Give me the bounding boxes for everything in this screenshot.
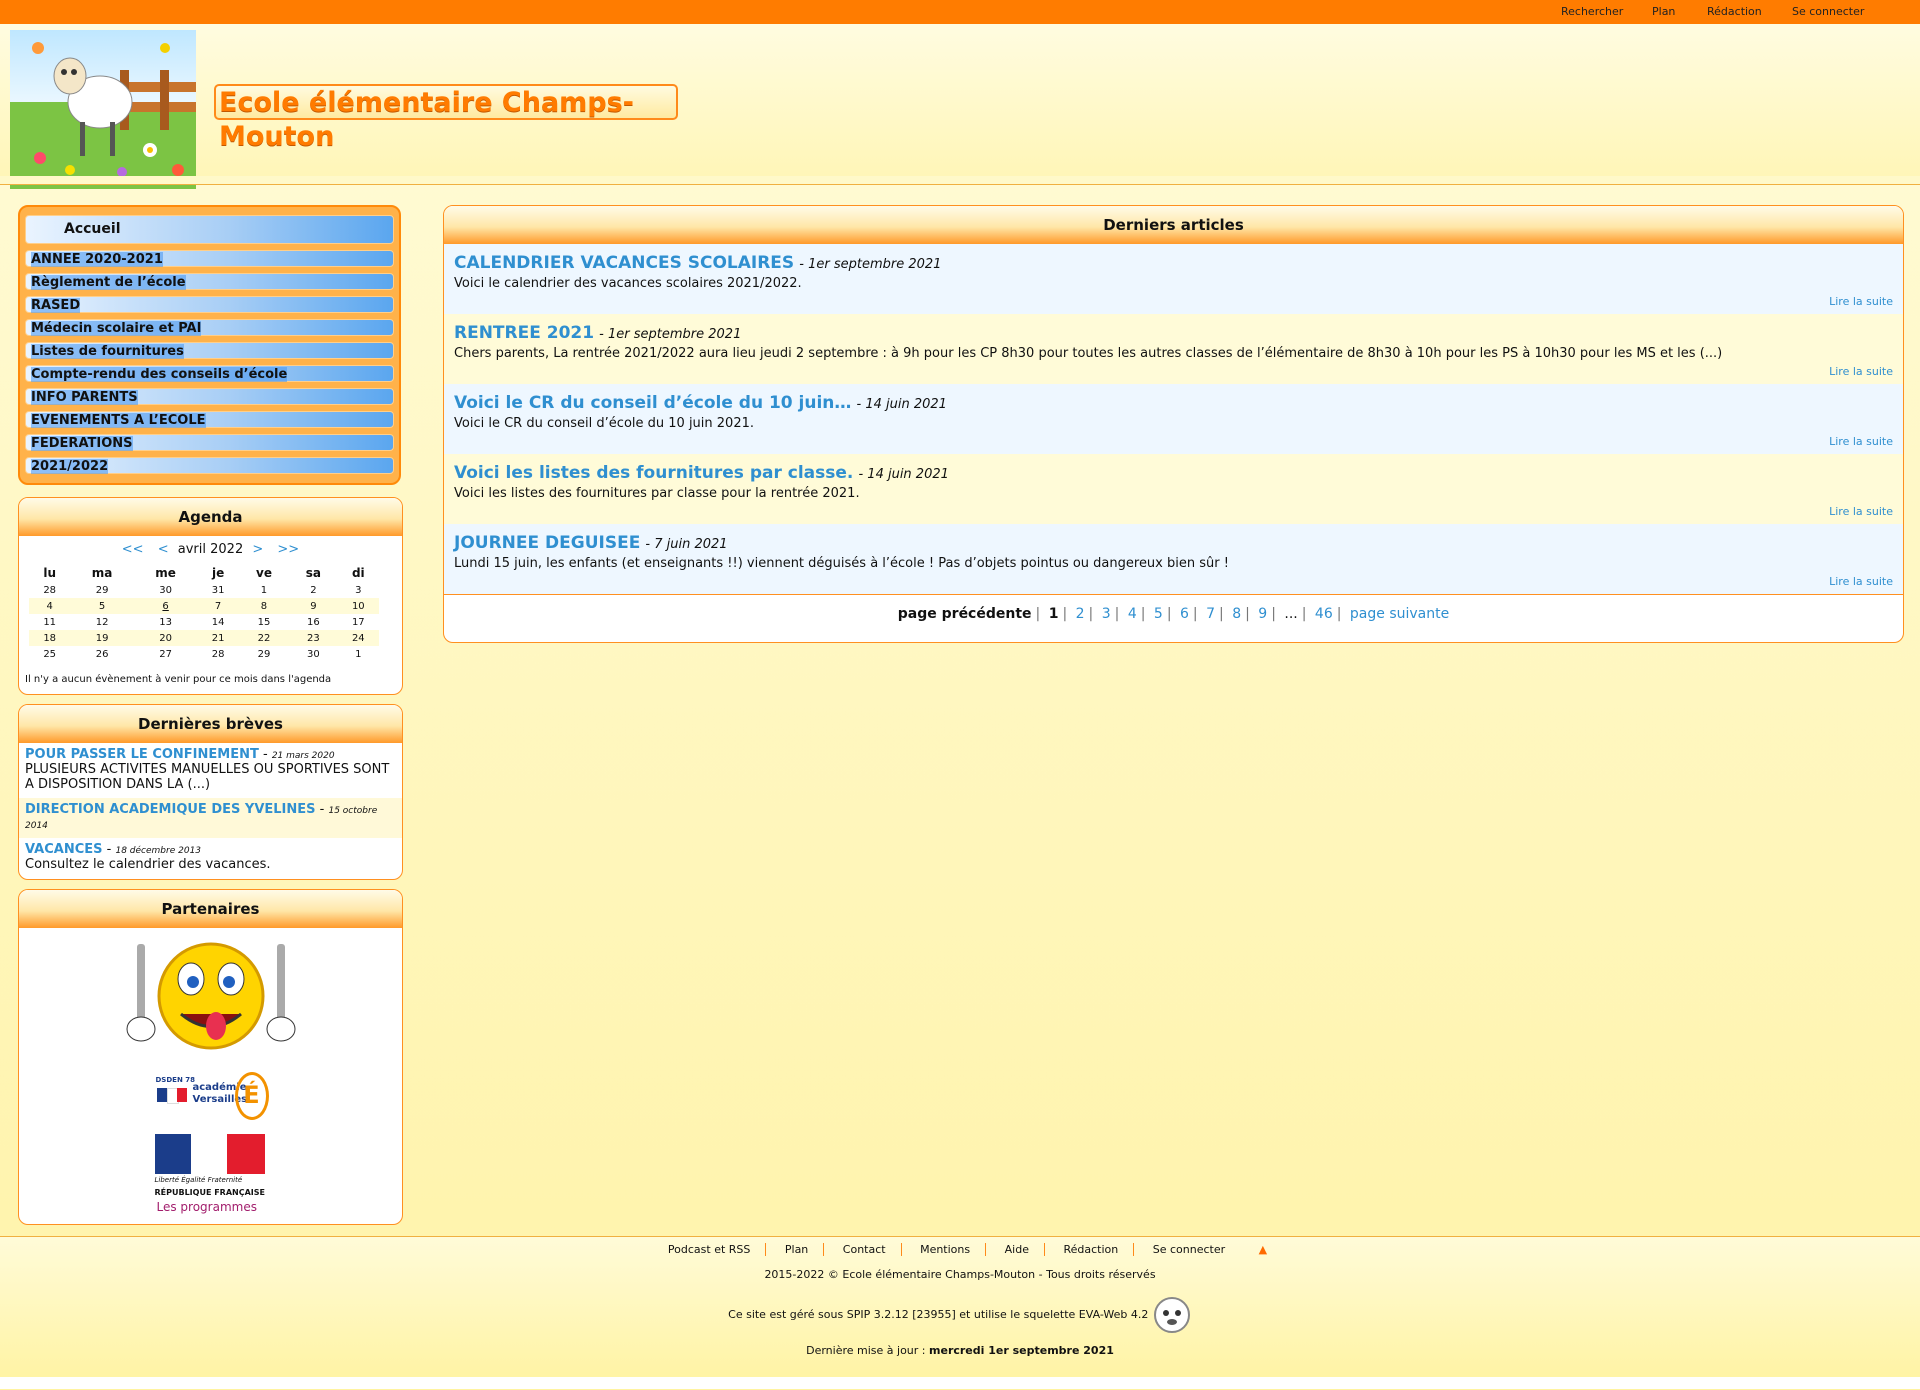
site-title[interactable]: Ecole élémentaire Champs-Mouton xyxy=(214,84,678,120)
pagination-page[interactable]: 3 xyxy=(1101,606,1111,622)
powered-text: Ce site est géré sous xyxy=(728,1308,844,1321)
calendar-day: 29 xyxy=(95,584,109,596)
republique-name: RÉPUBLIQUE FRANÇAISE xyxy=(154,1188,265,1197)
article-date-value: 7 juin 2021 xyxy=(654,537,728,552)
calendar-day: 11 xyxy=(43,616,57,628)
calendar-day: 16 xyxy=(307,616,320,628)
breve-text: Consultez le calendrier des vacances. xyxy=(25,857,271,872)
eva-link[interactable]: EVA-Web 4.2 xyxy=(1078,1308,1149,1321)
programmes-label: Les programmes xyxy=(156,1200,257,1214)
calendar-day: 4 xyxy=(29,598,70,614)
article-excerpt: Voici les listes des fournitures par classe pour la rentrée 2021. xyxy=(454,486,860,501)
republique-francaise-programmes-logo[interactable] xyxy=(153,1132,269,1216)
article-excerpt: Voici le CR du conseil d’école du 10 juin 2021. xyxy=(454,416,754,431)
calendar-day: 27 xyxy=(159,648,172,660)
menu-item-label: INFO PARENTS xyxy=(31,390,138,405)
menu-item-info-parents[interactable] xyxy=(25,388,394,405)
menu-item-label: ANNEE 2020-2021 xyxy=(31,252,163,267)
weekday-header: je xyxy=(211,565,225,580)
back-to-top-icon[interactable]: ▲ xyxy=(1258,1243,1268,1256)
footer-link-mentions[interactable]: Mentions xyxy=(920,1243,971,1256)
article-date: - 14 juin 2021 xyxy=(858,467,949,482)
article-date-value: 1er septembre 2021 xyxy=(808,257,942,272)
calendar-day: 26 xyxy=(95,648,109,660)
weekday-header: ma xyxy=(91,565,113,580)
article-date-value: 14 juin 2021 xyxy=(865,397,947,412)
pagination-page[interactable]: 2 xyxy=(1075,606,1085,622)
menu-item-label: Compte-rendu des conseils d’école xyxy=(31,367,288,382)
bottom-strip xyxy=(0,1377,1920,1389)
pagination-current: 1 xyxy=(1048,606,1059,622)
pagination-page[interactable]: 5 xyxy=(1153,606,1163,622)
menu-item-evenements[interactable] xyxy=(25,411,394,428)
pagination-next[interactable]: page suivante xyxy=(1349,606,1450,622)
list-item: POUR PASSER LE CONFINEMENT - 21 mars 2020 PLUSIEURS ACTIVITES MANUELLES OU SPORTIVES SONT A DISPOSITION DANS LA (...) xyxy=(19,743,402,798)
updated-date: mercredi 1er septembre 2021 xyxy=(929,1344,1114,1357)
partners-box xyxy=(18,889,403,1225)
calendar-day: 30 xyxy=(159,584,172,596)
breve-title-link[interactable]: DIRECTION ACADEMIQUE DES YVELINES xyxy=(25,802,316,817)
footer-link-aide[interactable]: Aide xyxy=(1004,1243,1029,1256)
topbar-redaction-link[interactable]: Rédaction xyxy=(1707,5,1762,18)
read-more-link[interactable]: Lire la suite xyxy=(1829,575,1893,588)
agenda-box xyxy=(18,497,403,695)
pagination-ellipsis: ... xyxy=(1284,606,1298,622)
breves-box xyxy=(18,704,403,880)
calendar-day: 28 xyxy=(43,584,57,596)
pagination-page[interactable]: 6 xyxy=(1180,606,1189,622)
menu-item-federations[interactable] xyxy=(25,434,394,451)
breve-date: 18 décembre 2013 xyxy=(115,846,202,856)
weekday-header: sa xyxy=(305,565,322,580)
articles-list xyxy=(444,244,1903,594)
menu-item-medecin[interactable] xyxy=(25,319,394,336)
calendar-prev-month[interactable]: < xyxy=(157,542,169,557)
republique-motto: Liberté Égalité Fraternité xyxy=(154,1176,243,1184)
site-header xyxy=(0,24,1920,177)
article-excerpt: Chers parents, La rentrée 2021/2022 aura lieu jeudi 2 septembre : à 9h pour les CP 8h30 pour toutes les autres classes de l’élémentaire de 8h30 à 10h pour les PS à 10h30 pour les MS et les (...) xyxy=(454,346,1723,361)
updated-label: Dernière mise à jour : xyxy=(806,1344,926,1357)
footer-link-plan[interactable]: Plan xyxy=(784,1243,809,1256)
calendar-day: 1 xyxy=(355,648,362,660)
sheep-illustration xyxy=(10,30,196,189)
sidebar-menu xyxy=(18,205,401,485)
breve-date: 21 mars 2020 xyxy=(271,751,335,761)
list-item xyxy=(444,524,1903,594)
academie-versailles-logo[interactable] xyxy=(155,1068,267,1120)
dsden-label: DSDEN 78 xyxy=(155,1076,195,1084)
article-excerpt: Lundi 15 juin, les enfants (et enseignants !!) viennent déguisés à l’école ! Pas d’objets pointus ou dangereux bien sûr ! xyxy=(454,556,1229,571)
list-item xyxy=(444,244,1903,314)
read-more-link[interactable]: Lire la suite xyxy=(1829,295,1893,308)
calendar-day: 28 xyxy=(211,648,225,660)
menu-item-label: Règlement de l’école xyxy=(31,275,186,290)
calendar-day: 5 xyxy=(70,598,133,614)
calendar-day: 14 xyxy=(211,616,225,628)
versailles-label: Versailles xyxy=(192,1094,248,1105)
article-title-link[interactable]: RENTREE 2021 xyxy=(454,323,595,343)
breve-title-link[interactable]: POUR PASSER LE CONFINEMENT xyxy=(25,747,259,762)
calendar-day: 15 xyxy=(257,616,271,628)
read-more-link[interactable]: Lire la suite xyxy=(1829,505,1893,518)
list-item xyxy=(444,314,1903,384)
spip-link[interactable]: SPIP 3.2.12 [23955] xyxy=(846,1308,956,1321)
calendar-day: 20 xyxy=(134,630,198,646)
breves-title: Dernières brèves xyxy=(19,705,402,743)
calendar-day: 21 xyxy=(197,630,238,646)
calendar-day: 7 xyxy=(197,598,238,614)
pagination-prev: page précédente xyxy=(897,606,1032,622)
list-item: VACANCES - 18 décembre 2013 Consultez le calendrier des vacances. xyxy=(19,838,402,878)
calendar-day: 19 xyxy=(70,630,133,646)
pagination-page[interactable]: 7 xyxy=(1206,606,1216,622)
calendar-prev-year[interactable]: << xyxy=(121,542,144,557)
calendar-day: 29 xyxy=(257,648,271,660)
weekday-header: lu xyxy=(43,565,56,580)
calendar-day: 31 xyxy=(211,584,225,596)
article-title-link[interactable]: CALENDRIER VACANCES SCOLAIRES xyxy=(454,253,795,273)
menu-item-conseils[interactable] xyxy=(25,365,394,382)
footer-link-rss[interactable]: Podcast et RSS xyxy=(667,1243,751,1256)
calendar-day: 18 xyxy=(29,630,70,646)
top-bar xyxy=(0,0,1920,24)
header-divider xyxy=(0,176,1920,185)
partners-title: Partenaires xyxy=(19,890,402,928)
article-excerpt: Voici le calendrier des vacances scolaires 2021/2022. xyxy=(454,276,802,291)
footer-link-redaction[interactable]: Rédaction xyxy=(1063,1243,1119,1256)
articles-panel xyxy=(443,205,1904,643)
site-logo[interactable] xyxy=(10,30,196,189)
academie-label: académie xyxy=(192,1082,247,1093)
footer-link-login[interactable]: Se connecter xyxy=(1152,1243,1226,1256)
articles-title: Derniers articles xyxy=(444,206,1903,244)
pagination-page[interactable]: 8 xyxy=(1232,606,1242,622)
calendar-day: 1 xyxy=(260,584,268,596)
menu-item-annee[interactable] xyxy=(25,250,394,267)
article-date-value: 1er septembre 2021 xyxy=(608,327,742,342)
breve-title-link[interactable]: VACANCES xyxy=(25,842,103,857)
calendar-day: 25 xyxy=(43,648,57,660)
menu-item-2021-2022[interactable] xyxy=(25,457,394,474)
menu-item-reglement[interactable] xyxy=(25,273,394,290)
article-date-value: 14 juin 2021 xyxy=(867,467,949,482)
calendar-grid xyxy=(29,563,379,662)
agenda-empty-note: Il n'y a aucun évènement à venir pour ce mois dans l'agenda xyxy=(25,674,332,685)
home-icon xyxy=(31,218,59,241)
calendar-day: 8 xyxy=(239,598,289,614)
calendar-day: 23 xyxy=(289,630,337,646)
calendar-day: 13 xyxy=(159,616,172,628)
calendar-day: 22 xyxy=(239,630,289,646)
calendar-day: 24 xyxy=(338,630,379,646)
footer-nav xyxy=(0,1243,1920,1256)
calendar-month: avril 2022 xyxy=(177,542,244,557)
calendar-day-today[interactable]: 6 xyxy=(134,598,198,614)
weekday-header: ve xyxy=(256,565,272,580)
topbar-login-link[interactable]: Se connecter xyxy=(1792,5,1865,18)
site-footer xyxy=(0,1236,1920,1390)
breve-date: 15 octobre 2014 xyxy=(25,806,378,831)
menu-item-label: 2021/2022 xyxy=(31,459,109,474)
article-date: - 7 juin 2021 xyxy=(645,537,728,552)
calendar-day: 30 xyxy=(307,648,320,660)
calendar-day: 12 xyxy=(95,616,109,628)
article-title-link[interactable]: Voici le CR du conseil d’école du 10 juin… xyxy=(454,393,852,413)
menu-item-label: EVENEMENTS A L’ECOLE xyxy=(31,413,206,428)
calendar-day: 10 xyxy=(338,598,379,614)
calendar-day: 9 xyxy=(289,598,337,614)
topbar-plan-link[interactable]: Plan xyxy=(1652,5,1676,18)
calendar-day: 3 xyxy=(355,584,362,596)
powered-mid-text: et utilise le squelette xyxy=(959,1308,1076,1321)
footer-powered xyxy=(0,1295,1920,1335)
menu-item-accueil[interactable] xyxy=(25,215,394,244)
read-more-link[interactable]: Lire la suite xyxy=(1829,365,1893,378)
list-item xyxy=(444,454,1903,524)
list-item: DIRECTION ACADEMIQUE DES YVELINES - 15 octobre 2014 xyxy=(19,798,402,838)
weekday-header: me xyxy=(155,565,176,580)
topbar-search-link[interactable]: Rechercher xyxy=(1561,5,1624,18)
footer-link-contact[interactable]: Contact xyxy=(842,1243,886,1256)
calendar-day: 17 xyxy=(351,616,365,628)
breves-list xyxy=(19,743,402,878)
agenda-title: Agenda xyxy=(19,498,402,536)
calendar-day: 2 xyxy=(310,584,317,596)
article-title-link[interactable]: Voici les listes des fournitures par classe. xyxy=(454,463,854,483)
read-more-link[interactable]: Lire la suite xyxy=(1829,435,1893,448)
cantine-smiley-logo[interactable] xyxy=(111,934,311,1058)
menu-item-label: Accueil xyxy=(64,221,121,237)
menu-item-label: FEDERATIONS xyxy=(31,436,133,451)
article-title-link[interactable]: JOURNEE DEGUISEE xyxy=(454,533,641,553)
menu-item-fournitures[interactable] xyxy=(25,342,394,359)
breve-text: PLUSIEURS ACTIVITES MANUELLES OU SPORTIVES SONT A DISPOSITION DANS LA (...) xyxy=(25,762,390,792)
menu-item-label: RASED xyxy=(31,298,81,313)
footer-copyright: 2015-2022 © Ecole élémentaire Champs-Mouton - Tous droits réservés xyxy=(764,1268,1156,1281)
article-date: - 1er septembre 2021 xyxy=(599,327,742,342)
pagination-last-page[interactable]: 46 xyxy=(1314,606,1333,622)
menu-item-rased[interactable] xyxy=(25,296,394,313)
weekday-header: di xyxy=(351,565,365,580)
list-item xyxy=(444,384,1903,454)
article-date: - 1er septembre 2021 xyxy=(799,257,942,272)
academie-e-logo: É xyxy=(235,1072,269,1120)
calendar-nav xyxy=(19,542,402,557)
pagination-page[interactable]: 9 xyxy=(1258,606,1268,622)
menu-item-label: Médecin scolaire et PAI xyxy=(31,321,202,336)
eva-mascot-icon xyxy=(1152,1295,1192,1335)
pagination-page[interactable]: 4 xyxy=(1127,606,1137,622)
calendar-next-year[interactable]: >> xyxy=(277,542,300,557)
footer-updated xyxy=(0,1344,1920,1357)
calendar-next-month[interactable]: > xyxy=(252,542,264,557)
article-date: - 14 juin 2021 xyxy=(856,397,947,412)
menu-item-label: Listes de fournitures xyxy=(31,344,184,359)
pagination: page précédente | 1 | 2 | 3 | 4 | 5 | 6 | 7 | 8 | 9 | ... | 46 | page suivante xyxy=(444,594,1903,639)
